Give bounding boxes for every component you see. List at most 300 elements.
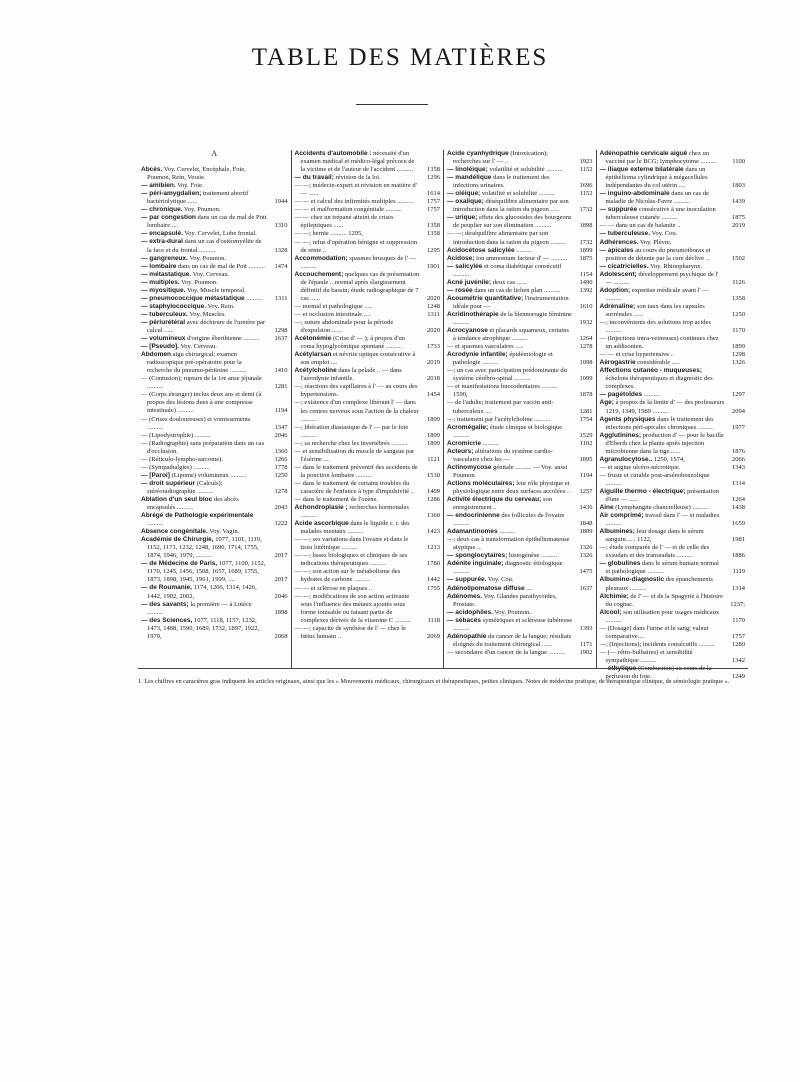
entry-page: 2066: [732, 455, 745, 463]
entry-text: dans un cas d'ostéomyélite de la face et du frontal ..........: [147, 238, 262, 254]
entry-page: 1438: [732, 504, 745, 512]
entry-term: — [Pseudo].: [141, 343, 179, 351]
entry-page: 1310: [274, 222, 288, 230]
entry-text: recherches hormonales ..........: [300, 504, 409, 520]
index-entry: [141, 432, 288, 440]
entry-text: volatilité et solubilité ..........: [481, 190, 555, 198]
index-entry: [141, 335, 288, 343]
index-entry: [600, 150, 746, 166]
entry-term: — péri-amygdalien;: [141, 190, 202, 198]
index-entry: [295, 174, 441, 182]
index-entry: [447, 560, 593, 576]
index-entry: [447, 609, 593, 617]
entry-term: Aine: [599, 504, 614, 512]
entry-page: 1257: [579, 487, 593, 495]
entry-term: — spongiocytaires;: [447, 552, 508, 560]
entry-page: 2017: [274, 576, 288, 584]
index-entry: [600, 416, 746, 432]
entry-page: 1311: [427, 310, 440, 318]
entry-text: dans le sérum humain normal et pathologique ..........: [605, 560, 719, 576]
entry-page: 1696: [579, 182, 593, 190]
entry-text: — —; hernie .......... 1295,: [294, 230, 363, 238]
index-entry: [141, 496, 288, 512]
entry-text: Voy. Foie.: [177, 182, 204, 190]
entry-text: aigu chirurgical; examen radioscopique pré-opératoire pour la recherche du pneumo-péritoine ..........: [147, 351, 247, 375]
entry-page: 1278: [579, 343, 593, 351]
index-entry: [141, 214, 288, 230]
entry-text: — de l'adulte; traitement par vaccin anti-tuberculeux ....: [447, 399, 554, 415]
entry-term: Acrodynie infantile;: [447, 351, 508, 359]
entry-text: Voy. Rhinopharynx.: [650, 262, 703, 270]
index-entry: [295, 504, 441, 520]
entry-text: —; réactions des capillaires à l' — au cours des hypertensions.: [294, 383, 418, 399]
entry-term: Albumino-diagnostic: [599, 576, 665, 584]
index-entry: [141, 238, 288, 254]
entry-page: 1392: [579, 286, 593, 294]
entry-term: Acidocétose salicylée: [447, 246, 515, 254]
entry-term: Acide cyanhydrique: [447, 150, 509, 157]
entry-page: 1248: [427, 302, 440, 310]
entry-term: — oxalique;: [447, 198, 484, 206]
entry-page: 1637: [579, 584, 593, 592]
entry-text: ..........: [147, 520, 164, 528]
index-entry: [295, 351, 441, 367]
index-entry: [600, 359, 746, 367]
entry-text: dans un épithélioma cylindrique à mégacellules indépendantes du col utérin ....: [605, 166, 708, 190]
entry-page: 1222: [274, 520, 288, 528]
index-entry: [295, 399, 441, 423]
index-entry: [141, 391, 288, 415]
entry-term: — sébacés: [447, 616, 481, 624]
entry-text: deux cas ......: [492, 278, 527, 286]
entry-text: Voy. Muscles.: [189, 310, 226, 318]
index-entry: [295, 593, 441, 625]
entry-text: de la blennorragie féminine ..........: [453, 310, 572, 326]
entry-page: 2019: [732, 222, 745, 230]
entry-term: Agranulocytose..: [599, 455, 653, 463]
entry-term: — mandélique: [447, 174, 492, 182]
entry-page: 1780: [427, 560, 440, 568]
entry-term: — encapsulé.: [141, 230, 183, 238]
entry-term: Ablation d'un seul bloc: [141, 495, 213, 503]
entry-term: Albumines;: [599, 528, 635, 536]
index-entry: [141, 206, 288, 214]
entry-text: révision de la loi.: [335, 174, 381, 182]
entry-text: dans le traitement des infections péri-apicales chroniques ..........: [605, 415, 714, 431]
entry-page: 1899: [427, 415, 440, 423]
entry-text: dans le traitement des infections urinaires.: [453, 174, 550, 190]
entry-page: 1886: [732, 552, 745, 560]
entry-page: 1490: [579, 278, 593, 286]
entry-page: 1171: [579, 640, 593, 648]
entry-page: 2020: [427, 294, 440, 302]
entry-page: 1436: [579, 504, 593, 512]
entry-term: — amibien.: [141, 182, 176, 190]
entry-page: 1278: [274, 487, 288, 495]
entry-term: Adénopathie: [447, 632, 487, 640]
index-entry: [141, 295, 288, 303]
entry-text: — — dans un cas de balanite ..: [599, 222, 681, 230]
entry-page: 1326: [579, 544, 593, 552]
index-entry: [600, 287, 746, 303]
entry-text: — —; refus d'opération bénigne et suppression de rente ..: [294, 238, 417, 254]
entry-page: 1170: [732, 327, 745, 335]
entry-page: 1454: [427, 391, 440, 399]
entry-page: 1121: [427, 455, 440, 463]
index-entry: [447, 552, 593, 560]
entry-text: —; traitement par l'acétylcholine ..........: [447, 415, 551, 423]
entry-text: — et occlusion intestinale ....: [294, 310, 371, 318]
index-entry: [295, 367, 441, 383]
index-entry: [447, 247, 593, 255]
index-entry: [600, 190, 746, 206]
index-entry: [447, 424, 593, 440]
index-entry: [447, 496, 593, 512]
entry-text: (Lipome) volumineux ..........: [171, 471, 247, 479]
index-entry: [600, 625, 746, 641]
index-entry: [295, 335, 441, 351]
entry-text: — normal et pathologique .....: [294, 302, 373, 310]
entry-text: ..........: [643, 391, 660, 399]
entry-text: —; étude comparée de l' — et de celle des exsudats et des transsudats ..........: [599, 544, 710, 560]
index-entry: [295, 480, 441, 496]
entry-term: Accommodation;: [294, 254, 348, 262]
entry-page: 1898: [579, 222, 593, 230]
index-entry: [447, 150, 593, 166]
entry-page: 1264: [579, 335, 593, 343]
index-entry: [141, 480, 288, 496]
entry-term: Adénite inguinale;: [447, 560, 504, 568]
entry-text: déséquilibre alimentaire par son introduction dans la ration du pigeon .....: [453, 198, 569, 214]
entry-page: 1754: [579, 415, 593, 423]
entry-text: — — et malformation congénitale ..........: [294, 206, 402, 214]
entry-text: — — chez un trépané atteint de crises épileptiques ......: [294, 214, 394, 230]
entry-page: 1393: [579, 624, 593, 632]
index-entry: [141, 351, 288, 375]
column-4: [596, 150, 749, 681]
index-entry: [447, 440, 593, 448]
index-entry: [141, 279, 288, 287]
index-entry: [600, 206, 746, 222]
index-entry: [600, 432, 746, 456]
index-entry: [141, 528, 288, 536]
entry-page: 1898: [274, 608, 288, 616]
entry-text: 1174, 1266, 1314, 1426, 1442, 1902, 2002,: [147, 584, 257, 600]
entry-page: 1848: [579, 520, 593, 528]
entry-page: 1281: [579, 407, 593, 415]
index-entry: [295, 448, 441, 464]
index-entry: [600, 335, 746, 351]
entry-term: Acromicrie: [447, 439, 481, 447]
entry-text: dans un cas de mal de Pott lombaire ....: [147, 214, 267, 230]
entry-page: 1194: [274, 407, 288, 415]
entry-page: 2068: [274, 632, 288, 640]
entry-text: — —; bases biologiques et cliniques de ses indications thérapeutiques ..........: [294, 552, 408, 568]
entry-text: 1077, 1100, 1152, 1170, 1245, 1456, 1508, 1657, 1689, 1755, 1873, 1898, 1945, 1961, 1999, ....: [147, 560, 266, 584]
entry-text: ion ammonium facteur d' — ..........: [476, 254, 568, 262]
entry-term: — apicales: [599, 246, 634, 254]
entry-text: — dans le traitement de certains troubles du caractère de l'enfance à type d'impulsivité ..: [294, 479, 415, 495]
entry-text: — (Corps étranger) inclus deux ans et demi (à propos des lésions dues à une compresse intestinale) ..........: [141, 391, 262, 415]
entry-text: 1077, 1101, 1119, 1152, 1171, 1232, 1248, 1690, 1714, 1755, 1874, 1946, 1979, ..........: [147, 536, 262, 560]
entry-page: 1266: [274, 455, 288, 463]
index-entry: [295, 568, 441, 584]
entry-text: avec déchirure de l'uretère par calcul ......: [147, 318, 266, 334]
entry-page: 1757: [427, 198, 440, 206]
entry-term: Accouchement;: [294, 270, 344, 278]
entry-text: génitale .......... — Voy. aussi Poumon.: [453, 463, 568, 479]
index-entry: [141, 472, 288, 480]
entry-page: 1899: [427, 431, 440, 439]
entry-text: à propos de la limite d' — des professeurs 1219, 1349, 1989 ..........: [605, 399, 725, 415]
entry-page: 1410: [274, 367, 288, 375]
entry-text: expertise médicale avant l' — ..........: [605, 286, 709, 302]
entry-page: 1358: [427, 166, 440, 174]
entry-text: et coma diabétique consécutif ..........: [453, 262, 562, 278]
entry-page: 1358: [427, 230, 440, 238]
entry-term: Actions moléculaires;: [447, 479, 515, 487]
entry-text: considérable .....: [637, 359, 680, 367]
entry-term: Acromégalie;: [447, 423, 489, 431]
entry-page: 1530: [427, 471, 440, 479]
entry-term: Acné juvénile;: [447, 278, 492, 286]
index-entry: [141, 512, 288, 528]
index-entry: [447, 512, 593, 528]
entry-text: du cancer de la langue; résultats éloignés du traitement chirurgical ......: [453, 632, 572, 648]
entry-page: 2019: [427, 359, 440, 367]
entry-text: nécessité d'un examen médical et médico-légal précoce de la victime et de l'auteur de l'accident ..........: [300, 150, 415, 174]
entry-term: — cicatricielles.: [599, 262, 649, 270]
entry-text: des follicules de l'ovaire ..........: [453, 512, 565, 528]
index-entry: [447, 214, 593, 230]
entry-page: 1977: [732, 423, 745, 431]
entry-page: 1342: [732, 656, 745, 664]
entry-text: et placards squameux, certains à tendance atrophique ..........: [453, 327, 569, 343]
entry-term: — métastatique.: [141, 270, 192, 278]
entry-text: quelques cas de présentation de l'épaule .. normal après élargissement définitif du bassin; étude radiographique de 7 cas ......: [300, 270, 420, 302]
index-entry: [295, 625, 441, 641]
entry-page: 1326: [732, 359, 745, 367]
entry-page: 2017: [274, 552, 288, 560]
entry-text: des abcès encapsulés ..........: [147, 495, 239, 512]
index-entry: [141, 303, 288, 311]
entry-text: 1250, 1574,: [653, 455, 685, 463]
index-entry: [295, 230, 441, 238]
entry-term: Agents physiques: [599, 415, 656, 423]
index-entry: [141, 311, 288, 319]
entry-text: leur rôle physique et physiologique entre deux surfaces accolées ..: [453, 479, 571, 495]
index-entry: [295, 182, 441, 198]
entry-text: — et sensibilisation du muscle de sangsue par l'ésérine ....: [294, 447, 415, 463]
entry-term: — oléique;: [447, 190, 481, 198]
entry-page: 2094: [732, 407, 745, 415]
index-entry: [141, 230, 288, 238]
entry-page: 1152: [579, 190, 593, 198]
index-entry: [447, 528, 593, 536]
entry-term: — du travail;: [294, 174, 334, 182]
entry-text: — —; capacité de synthèse de l' — chez le fœtus humain ..: [294, 624, 406, 640]
index-entry: [141, 190, 288, 206]
entry-text: présentation d'une — ......: [605, 487, 719, 504]
index-entry: [447, 383, 593, 399]
index-entry: [600, 399, 746, 415]
entry-term: Abrégé de Pathologie expérimentale: [141, 512, 254, 520]
entry-text: —; sa recherche chez les invertébrés ..........: [294, 439, 408, 447]
entry-text: symétriques et scléreuse tubéreuse ..........: [453, 616, 573, 632]
entry-page: 1803: [732, 182, 745, 190]
entry-text: production d' — pour le bacille d'Eberth chez la plante après injection microbienne dans la tige.......: [605, 431, 724, 455]
entry-term: Alcool;: [599, 608, 622, 616]
entry-page: 1932: [579, 318, 593, 326]
index-entry: [447, 399, 593, 415]
entry-term: Acétonémie: [294, 335, 332, 343]
entry-term: Adhérences.: [599, 238, 639, 246]
entry-page: 1213: [427, 544, 440, 552]
index-entry: [295, 520, 441, 536]
index-entry: [141, 182, 288, 190]
entry-page: 1328: [274, 246, 288, 254]
entry-text: — (Lipodystrophie) ..........: [141, 431, 212, 439]
entry-term: Acrocyanose: [447, 327, 488, 335]
entry-text: épidémiologie et pathologie ..........: [453, 351, 553, 367]
entry-page: 2018: [427, 375, 440, 383]
entry-page: 1314: [732, 479, 745, 487]
entry-term: Achondroplasie ;: [294, 504, 348, 512]
entry-page: 1895: [579, 455, 593, 463]
entry-page: 1610: [579, 302, 593, 310]
entry-text: de l' — et de la Spagyrie à l'histoire du cognac.: [605, 592, 723, 608]
entry-text: — (— rétro-bulbaires) et sensibilité sympathique ..........: [599, 648, 693, 664]
index-entry: [447, 327, 593, 343]
index-entry: [141, 536, 288, 560]
index-entry: [600, 609, 746, 625]
index-entry: [295, 424, 441, 440]
index-entry: [447, 174, 593, 190]
index-entry: [447, 230, 593, 246]
entry-text: — et angine ulcéro-nécrotique.: [599, 463, 681, 471]
entry-text: — dans le traitement de l'ozène.: [294, 496, 378, 504]
entry-text: diagnostic étiologique ..........: [453, 560, 563, 576]
entry-text: spasmes brusques de l' — ..........: [300, 254, 417, 270]
entry-term: Acidose;: [447, 254, 475, 262]
entry-term: — tuberculeuse.: [599, 230, 651, 238]
entry-text: dans la pelade .. — dans l'aérodynie infantile.: [300, 367, 402, 383]
entry-term: — chronique.: [141, 206, 183, 214]
entry-text: Voy. Vagin.: [209, 528, 240, 536]
entry-term: Activité électrique du cerveau;: [447, 496, 542, 504]
entry-term: — tuberculeux.: [141, 310, 188, 318]
index-entry: [295, 440, 441, 448]
index-entry: [141, 375, 288, 391]
index-entry: [600, 472, 746, 488]
entry-term: Agglutinines;: [599, 431, 642, 439]
entry-text: Voy. Cou.: [651, 230, 678, 238]
entry-text: — —; son action sur le métabolisme des hydrates de carbone ..........: [294, 568, 401, 584]
entry-text: — secondaire d'un cancer de la langue ..........: [447, 648, 565, 656]
entry-text: dans le liquide c. r. des malades mentaux ..........: [300, 520, 410, 536]
index-entry: [295, 303, 441, 311]
entry-page: 1250: [732, 310, 745, 318]
entry-term: Abdomen: [141, 351, 171, 359]
entry-term: — de Médecine de Paris,: [141, 560, 218, 568]
entry-page: 1249: [732, 673, 745, 681]
section-letter: A: [211, 149, 218, 158]
entry-text: 1077, 1118, 1157, 1232, 1473, 1488, 1590, 1689, 1732, 1897, 1922, 1979,: [147, 616, 260, 640]
entry-text: — —; modifications de son action activante sous l'influence des métaux ajoutés sous forme ionisable ou faisant partie de complexes dérivés de la vitamine C ..........: [294, 592, 411, 624]
index-entry: [295, 585, 441, 593]
entry-page: 1347: [274, 423, 288, 431]
entry-text: leur dosage dans le sérum sanguin...... 1122,: [605, 528, 704, 544]
index-entry: [447, 343, 593, 351]
entry-term: Académie de Chirurgie,: [141, 536, 214, 544]
entry-page: 1154: [579, 270, 593, 278]
entry-term: Abcès.: [141, 166, 163, 174]
entry-text: — (Dosage) dans l'urine et le sang; valeur comparative....: [599, 624, 709, 640]
entry-term: Acide ascorbique: [294, 520, 349, 528]
entry-page: 1358: [427, 222, 440, 230]
entry-text: la première — à Lutèce ..........: [147, 600, 252, 616]
index-entry: [447, 279, 593, 287]
entry-page: 1757: [732, 632, 745, 640]
index-entry: [600, 593, 746, 609]
entry-term: — [Paroi]: [141, 471, 170, 479]
entry-page: 1899: [579, 246, 593, 254]
entry-text: (Crise d' — ); à propos d'un coma hypoglycémique spontané ..........: [300, 335, 406, 351]
index-entry: [447, 576, 593, 584]
entry-page: 1442: [427, 576, 440, 584]
index-entry: [447, 255, 593, 263]
entry-page: 1314: [732, 584, 745, 592]
entry-text: son enregistrement ..: [453, 496, 552, 512]
entry-text: Voy. Poumon.: [189, 254, 226, 262]
entry-term: Acridinothérapie: [447, 310, 499, 318]
entry-term: Adrénaline;: [599, 302, 636, 310]
index-entry: [447, 166, 593, 174]
entry-page: 1944: [274, 198, 288, 206]
entry-page: 1360: [274, 447, 288, 455]
index-entry: [295, 552, 441, 568]
entry-term: — droit supérieur: [141, 479, 196, 487]
entry-term: Air comprimé;: [599, 512, 644, 520]
entry-term: Accidents d'automobile :: [294, 150, 372, 157]
index-entry: [447, 464, 593, 480]
entry-term: Actinomycose: [447, 463, 492, 471]
entry-page: 1280: [732, 640, 745, 648]
entry-text: — — et calcul des infirmités multiples ..........: [294, 198, 414, 206]
entry-text: — (Contusion); rupture de la 1re anse jéjunale ..........: [141, 375, 262, 391]
entry-page: 1099: [579, 375, 593, 383]
entry-page: 1298: [274, 326, 288, 334]
entry-page: 1194: [579, 471, 593, 479]
entry-text: — (Sympathalgies) ..........: [141, 463, 210, 471]
footnote: 1. Les chiffres en caractères gras indiquent les articles originaux, ainsi que les « Mouvements médicaux, chirurgicaux et thérapeutiques, petites cliniques. Notes de médecine pratique, de thérapeutique clinique, de sémiologie pratique ».: [138, 668, 748, 686]
entry-text: — —; ses variations dans l'ovaire et dans le tissu lutéinique ..........: [294, 536, 409, 552]
index-entry: [600, 649, 746, 665]
entry-text: ....: [526, 584, 533, 592]
entry-text: Voy. Poumon.: [181, 278, 218, 286]
column-2: [291, 150, 444, 668]
entry-text: au cours du pneumothorax et position de détente par la cure déclive ..: [605, 246, 711, 262]
entry-term: Adénopathie cervicale aiguë: [599, 150, 688, 157]
index-entry: [295, 496, 441, 504]
entry-text: — (Radiographie) sans préparation dans un cas d'occlusion.: [141, 439, 265, 455]
index-entry: [295, 319, 441, 335]
entry-page: 1119: [732, 568, 745, 576]
entry-page: 1179: [732, 616, 745, 624]
entry-text: — (Réticulo-lympho-sarcome).: [141, 455, 223, 463]
entry-text: traitement abortif bactériolytique ......: [147, 190, 249, 206]
index-entry: [447, 536, 593, 552]
